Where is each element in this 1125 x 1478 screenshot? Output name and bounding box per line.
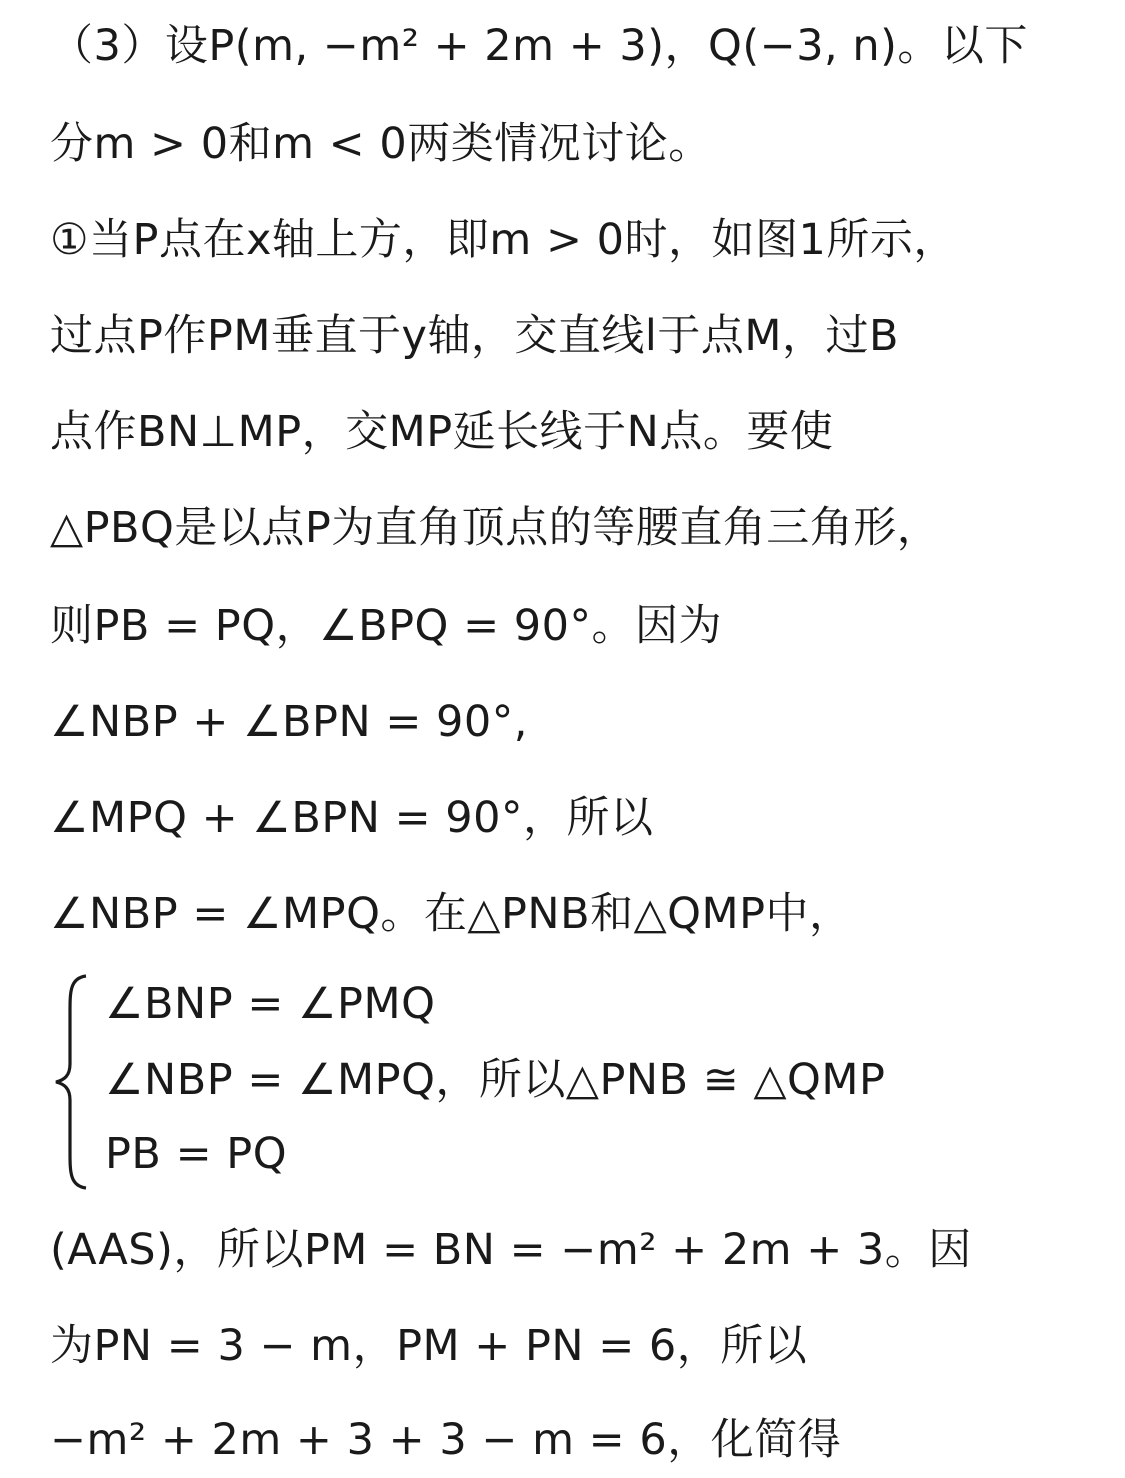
text-line-5: 点作BN⊥MP，交MP延长线于N点。要使 (50, 407, 834, 457)
text-line-1: （3）设P(m, −m² + 2m + 3)，Q(−3, n)。以下 (50, 21, 1028, 71)
system-line-2: ∠NBP = ∠MPQ，所以△PNB ≅ △QMP (105, 1055, 886, 1105)
text-line-8: ∠NBP + ∠BPN = 90°, (50, 697, 528, 747)
text-line-13: −m² + 2m + 3 + 3 − m = 6，化简得 (50, 1415, 842, 1465)
text-line-12: 为PN = 3 − m，PM + PN = 6，所以 (50, 1321, 808, 1371)
text-line-2: 分m > 0和m < 0两类情况讨论。 (50, 119, 712, 169)
text-line-3: ①当P点在x轴上方，即m > 0时，如图1所示， (50, 215, 957, 265)
text-line-4: 过点P作PM垂直于y轴，交直线l于点M，过B (50, 311, 899, 361)
system-line-1: ∠BNP = ∠PMQ (105, 979, 436, 1029)
text-line-11: (AAS)，所以PM = BN = −m² + 2m + 3。因 (50, 1225, 972, 1275)
text-line-6: △PBQ是以点P为直角顶点的等腰直角三角形， (50, 503, 941, 553)
system-line-3: PB = PQ (105, 1129, 288, 1179)
text-line-9: ∠MPQ + ∠BPN = 90°，所以 (50, 793, 654, 843)
text-line-10: ∠NBP = ∠MPQ。在△PNB和△QMP中， (50, 889, 853, 939)
left-brace (52, 972, 92, 1192)
text-line-7: 则PB = PQ，∠BPQ = 90°。因为 (50, 601, 722, 651)
